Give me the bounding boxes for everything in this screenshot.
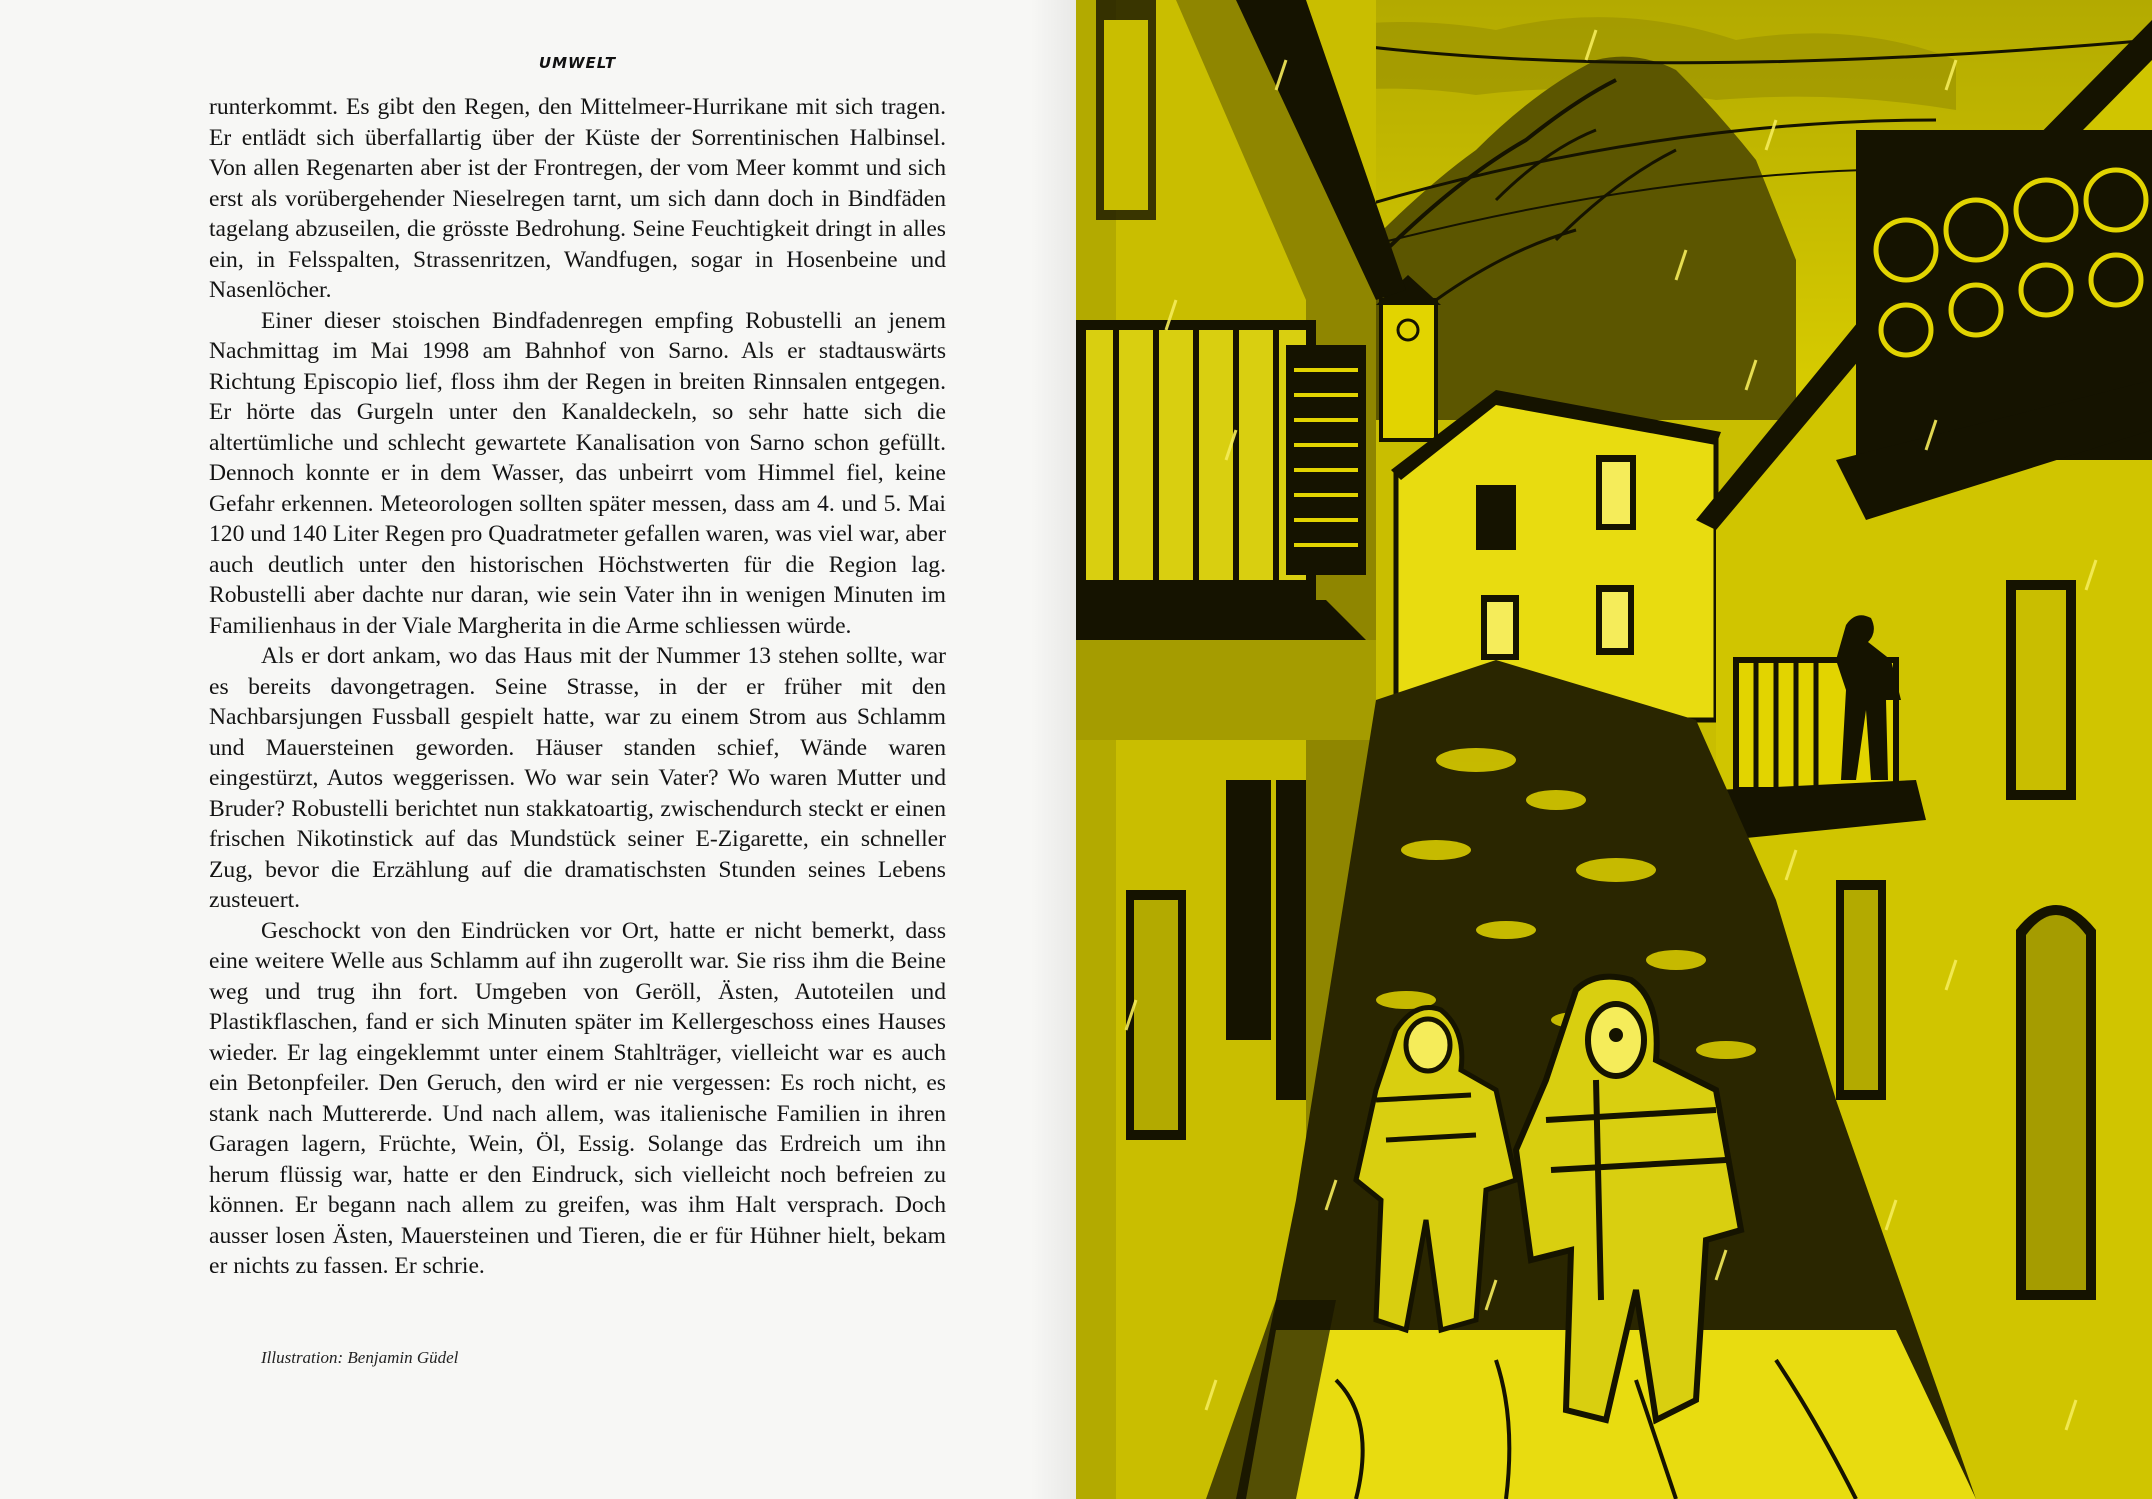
paragraph: Als er dort ankam, wo das Haus mit der Nummer 13 stehen sollte, war es bereits davongetragen. Seine Strasse, in der er früher mit den Nachbarsjungen Fussball gespielt hatte, war zu einem Strom aus Schlamm und Mauersteinen geworden. Häuser standen schief, Wände waren eingestürzt, Autos weggerissen. Wo war sein Vater? Wo waren Mutter und Bruder? Robustelli berichtet nun stakkatoartig, zwischendurch steckt er einen frischen Nikotinstick auf das Mundstück seiner E-Zigarette, ein schneller Zug, bevor die Erzählung auf die dramatischsten Stunden seines Lebens zusteuert. bbox=[209, 643, 946, 913]
shutter bbox=[1286, 345, 1366, 575]
rainy-alley-illustration bbox=[1076, 0, 2152, 1499]
paragraph: Einer dieser stoischen Bindfadenregen empfing Robustelli an jenem Nachmittag im Mai 1998 am Bahnhof von Sarno. Als er stadtauswärts Richtung Episcopio lief, floss ihm der Regen in breiten Rinnsalen entgegen. Er hörte das Gurgeln unter den Kanaldeckeln, so sehr hatte sich die altertümliche und schlecht gewartete Kanalisation von Sarno schon gefüllt. Dennoch konnte er in dem Wasser, das unbeirrt vom Himmel fiel, keine Gefahr erkennen. Meteorologen sollten später messen, dass am 4. und 5. Mai 120 und 140 Liter Regen pro Quadratmeter gefallen waren, was viel war, aber auch deutlich unter den historischen Höchstwerten für die Region lag. Robustelli aber dachte nur daran, wie sein Vater ihn in wenigen Minuten im Familienhaus in der Viale Margherita in die Arme schliessen würde. bbox=[209, 307, 946, 639]
illustration-credit: Illustration: Benjamin Güdel bbox=[261, 1348, 459, 1367]
paragraph: Geschockt von den Eindrücken vor Ort, hatte er nicht bemerkt, dass eine weitere Welle aus Schlamm auf ihn zugerollt war. Sie riss ihm die Beine weg und trug ihn fort. Umgeben von Geröll, Ästen, Autoteilen und Plastikflaschen, fand er sich Minuten später im Kellergeschoss eines Hauses wieder. Er lag eingeklemmt unter einem Stahlträger, vielleicht war es auch ein Betonpfeiler. Den Geruch, den wird er nie vergessen: Es roch nicht, es stank nach Muttererde. Und nach allem, was italienische Familien in ihren Garagen lagern, Früchte, Wein, Öl, Essig. Solange das Erdreich um ihn herum flüssig war, hatte er den Eindruck, sich vielleicht noch befreien zu können. Er begann nach allem zu greifen, was ihm Halt versprach. Doch ausser losen Ästen, Mauersteinen und Tieren, die er für Hühner hielt, bekam er nichts zu fassen. Er schrie. bbox=[209, 917, 946, 1279]
article-body bbox=[209, 92, 946, 1282]
paragraph: runterkommt. Es gibt den Regen, den Mittelmeer-Hurrikane mit sich tragen. Er entlädt sich überfallartig über der Küste der Sorrentinischen Halbinsel. Von allen Regenarten aber ist der Frontregen, der vom Meer kommt und sich erst als vorübergehender Nieselregen tarnt, um sich dann doch in Bindfäden tagelang abzuseilen, die grösste Bedrohung. Seine Feuchtigkeit dringt in alles ein, in Felsspalten, Strassenritzen, Wandfugen, sogar in Hosenbeine und Nasenlöcher. bbox=[209, 94, 946, 303]
running-head: UMWELT bbox=[538, 54, 617, 72]
illustration-page bbox=[1076, 0, 2152, 1499]
gutter-shadow bbox=[1030, 0, 1076, 1499]
